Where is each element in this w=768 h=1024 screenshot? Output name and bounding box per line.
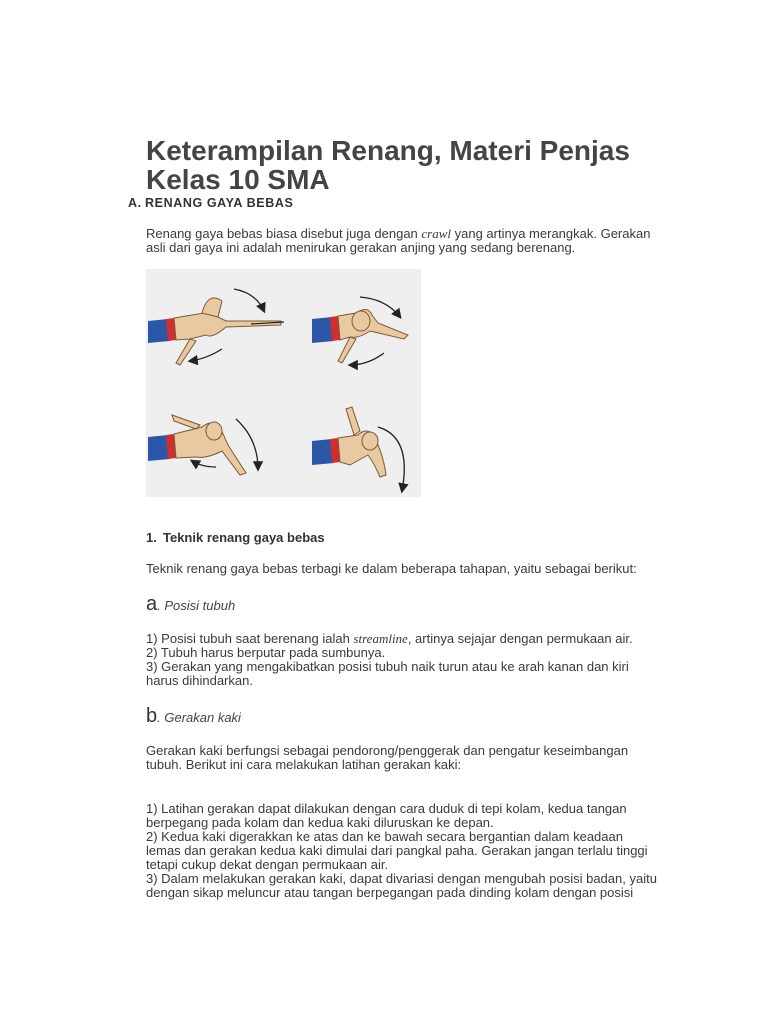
page-title: Keterampilan Renang, Materi Penjas Kelas 10 SMA [146,135,630,195]
swimmer-panel-1 [148,289,284,365]
subsection-a-heading: a. Posisi tubuh [146,593,236,615]
posisi-list [146,632,661,688]
section-letter: A. [128,196,142,210]
swimmer-panel-3 [148,415,258,475]
list-item: 3) Dalam melakukan gerakan kaki, dapat divariasi dengan mengubah posisi badan, yaitu dengan sikap meluncur atau tangan berpegangan pada dinding kolam dengan posisi [146,871,657,900]
subsection-label-kaki: Gerakan kaki [164,710,241,725]
list-item: 2) Tubuh harus berputar pada sumbunya. [146,645,386,660]
kaki-intro-paragraph: Gerakan kaki berfungsi sebagai pendorong/penggerak dan pengatur keseimbangan tubuh. Berikut ini cara melakukan latihan gerakan kaki: [146,743,629,772]
subsection-letter-b: b [146,705,158,727]
teknik-number: 1. [146,530,157,545]
list-item: 1) Latihan gerakan dapat dilakukan dengan cara duduk di tepi kolam, kedua tangan berpegang pada kolam dan kedua kaki diluruskan ke depan. [146,801,627,830]
list-item: 3) Gerakan yang mengakibatkan posisi tubuh naik turun atau ke arah kanan dan kiri harus dihindarkan. [146,659,629,688]
teknik-heading-text: Teknik renang gaya bebas [163,530,325,545]
list-item: 2) Kedua kaki digerakkan ke atas dan ke bawah secara bergantian dalam keadaan lemas dan gerakan kedua kaki dimulai dari pangkal paha. Gerakan jangan terlalu tinggi tetapi cukup dekat dengan permukaan air. [146,829,648,872]
list-item-text: 1) Posisi tubuh saat berenang ialah [146,631,354,646]
subsection-b-heading: b. Gerakan kaki [146,705,241,727]
intro-paragraph [146,227,661,255]
teknik-heading [146,530,325,545]
list-item [146,632,661,646]
subsection-letter-a: a [146,593,158,615]
teknik-paragraph: Teknik renang gaya bebas terbagi ke dalam beberapa tahapan, yaitu sebagai berikut: [146,561,637,576]
section-heading-text: RENANG GAYA BEBAS [145,196,294,210]
list-item-text: , artinya sejajar dengan permukaan air. [407,631,633,646]
kaki-list [146,802,661,900]
freestyle-stroke-figure [146,269,421,497]
intro-text-1: Renang gaya bebas biasa disebut juga dengan [146,226,422,241]
intro-term-crawl: crawl [421,226,452,241]
intro-text-2: yang artinya merangkak. Gerakan asli dari gaya ini adalah menirukan gerakan anjing yang sedang berenang. [146,226,651,255]
swimmer-illustration-icon [146,269,421,497]
term-streamline: streamline [353,631,408,646]
swimmer-panel-2 [312,297,408,365]
subsection-label-posisi: Posisi tubuh [164,598,236,613]
section-heading-a [128,196,293,210]
swimmer-panel-4 [312,407,404,491]
